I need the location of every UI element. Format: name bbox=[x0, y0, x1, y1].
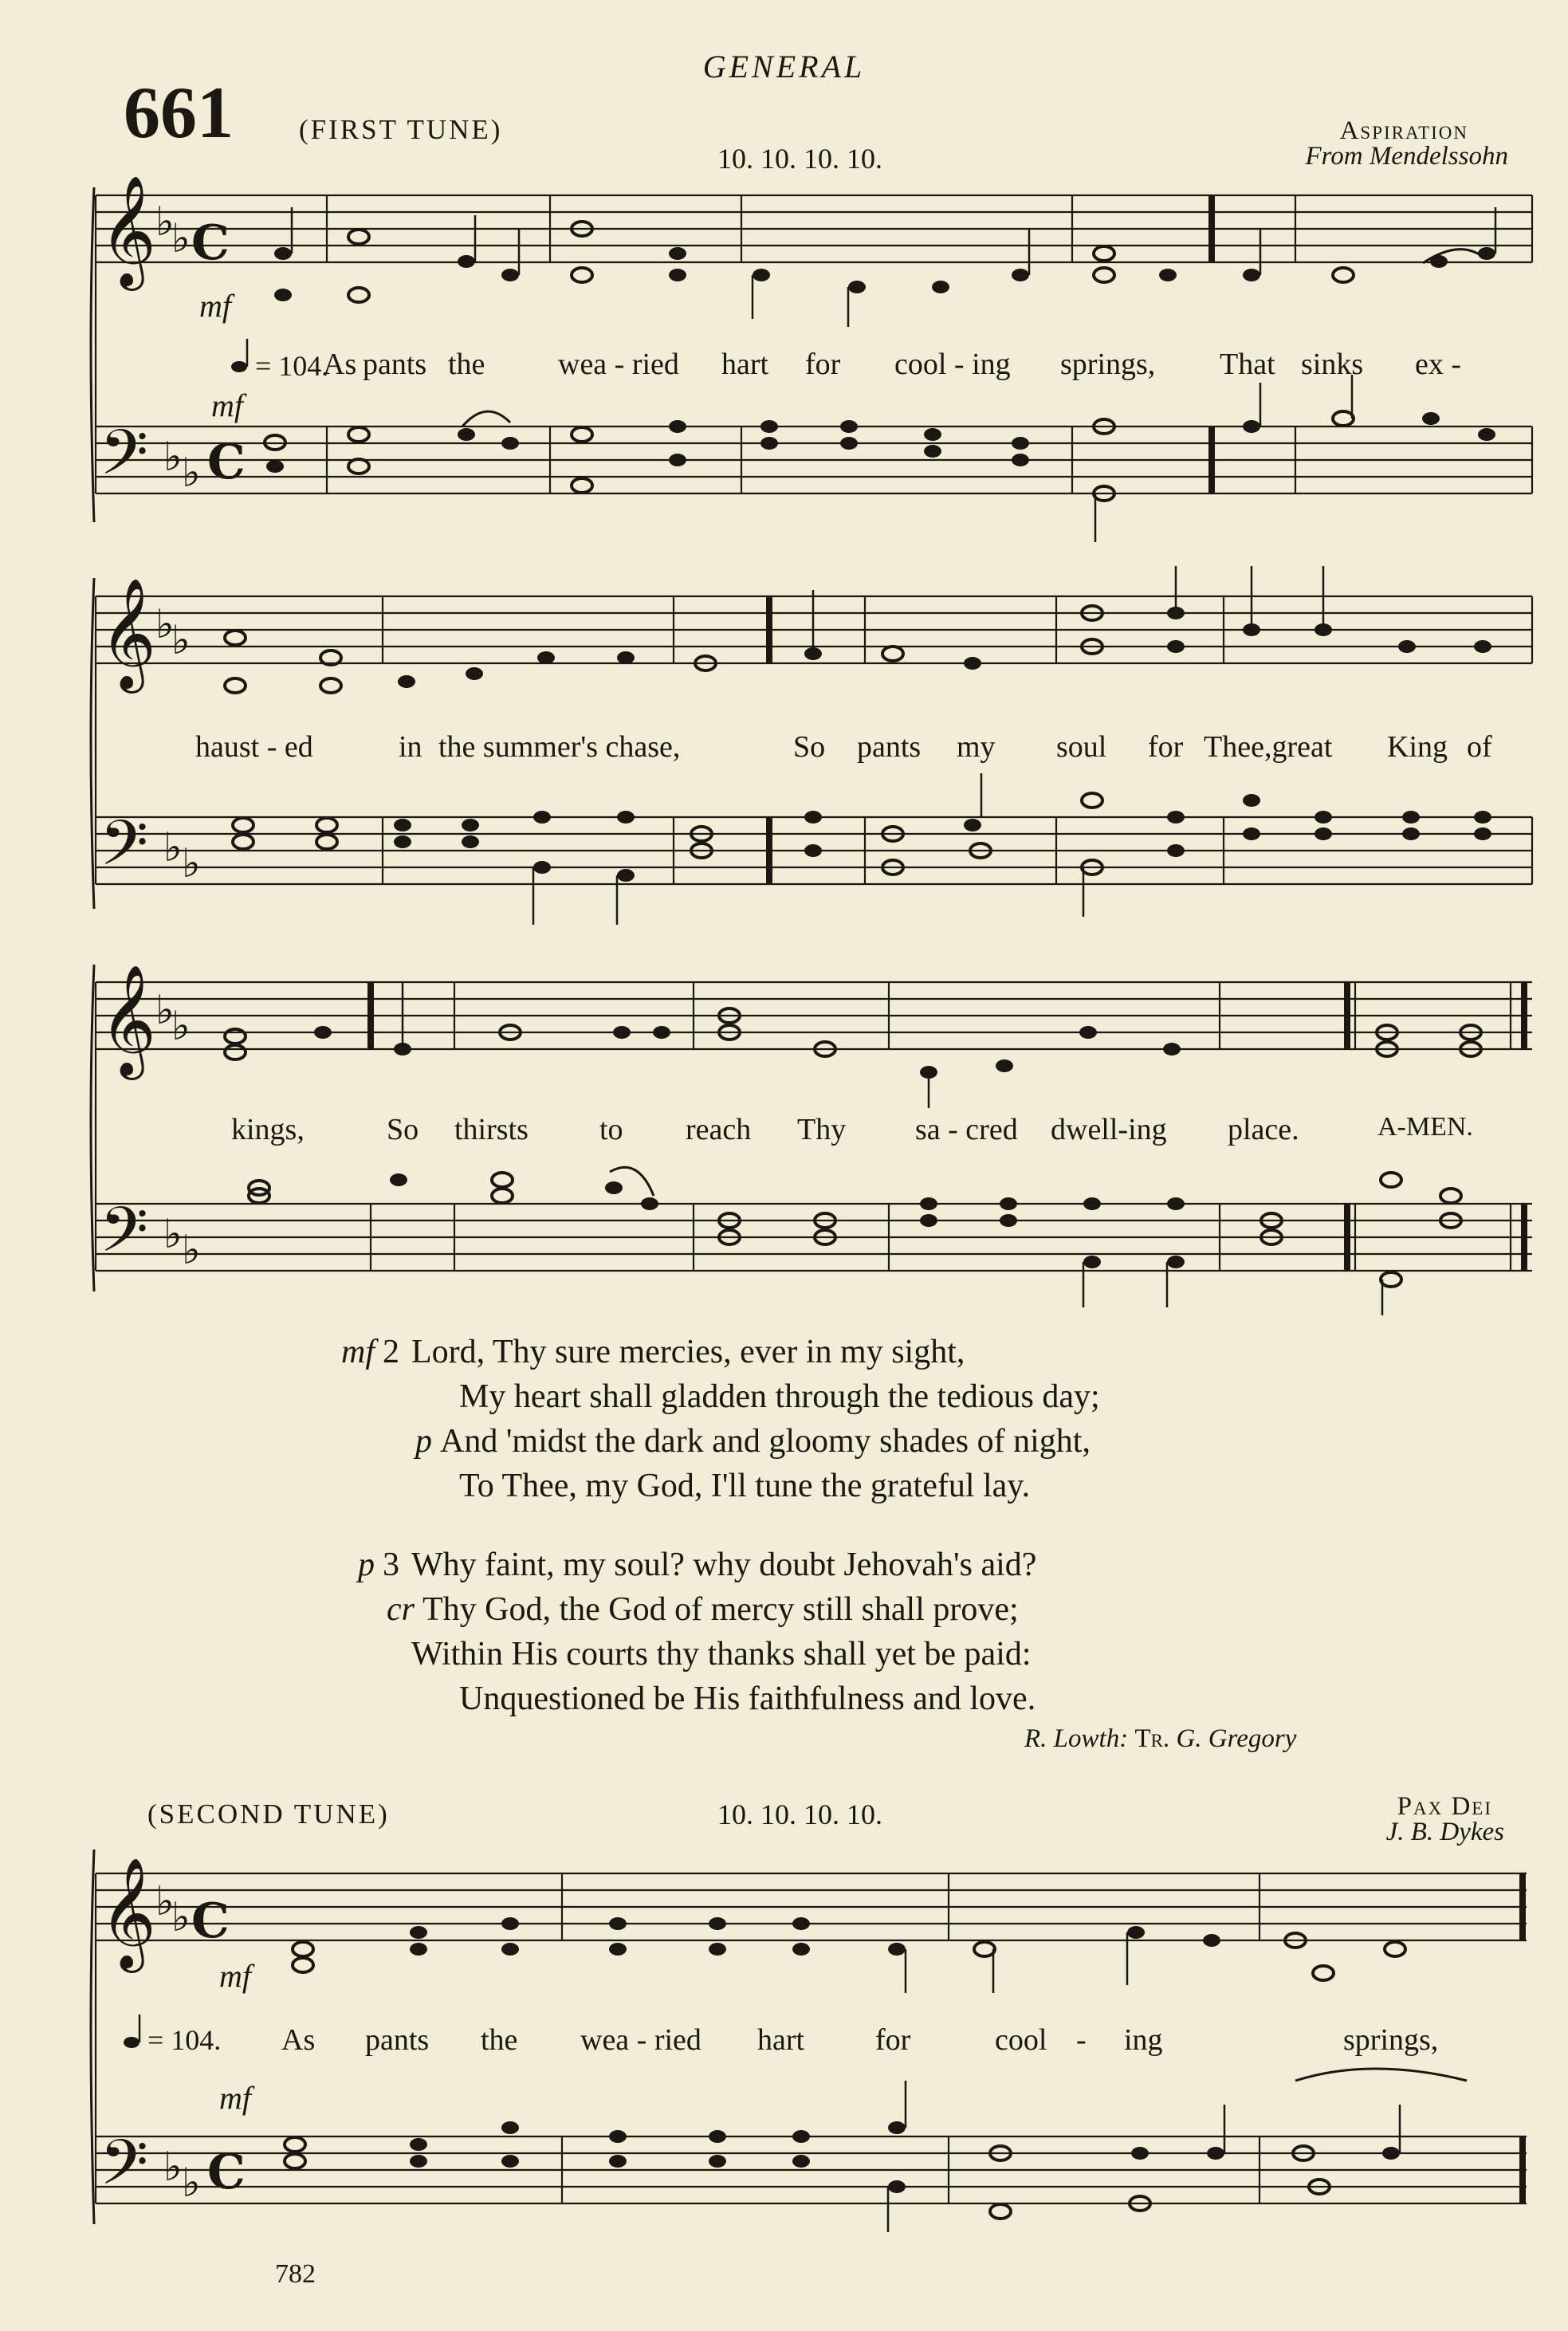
svg-text:♭: ♭ bbox=[155, 1878, 175, 1924]
svg-text:♭: ♭ bbox=[155, 987, 175, 1033]
stanza-line bbox=[327, 1464, 1100, 1508]
first-tune-tempo: = 104. bbox=[255, 350, 329, 382]
dynamic-mf-bass-2: mf bbox=[219, 2080, 251, 2116]
first-tune-meter: 10. 10. 10. 10. bbox=[717, 143, 882, 175]
stanza-line bbox=[327, 1330, 1100, 1374]
svg-text:♭: ♭ bbox=[171, 1894, 191, 1940]
svg-text:𝄢: 𝄢 bbox=[100, 1194, 149, 1282]
stanza-line bbox=[327, 1632, 1036, 1677]
lyric: reach bbox=[686, 1113, 752, 1146]
lyric: for bbox=[1148, 730, 1184, 764]
svg-text:♭: ♭ bbox=[163, 2144, 183, 2190]
svg-text:♭: ♭ bbox=[182, 1227, 201, 1273]
stanza-number: 3 bbox=[383, 1547, 399, 1583]
svg-text:𝄢: 𝄢 bbox=[100, 2127, 149, 2215]
lyric: springs, bbox=[1343, 2023, 1439, 2057]
lyric: springs, bbox=[1060, 348, 1156, 381]
svg-text:𝄢: 𝄢 bbox=[100, 417, 149, 505]
lyric: pants bbox=[857, 730, 922, 764]
lyric: dwell-ing bbox=[1051, 1113, 1167, 1146]
svg-text:♭: ♭ bbox=[182, 2160, 201, 2206]
lyric: sa - cred bbox=[915, 1113, 1018, 1146]
svg-text:𝄞: 𝄞 bbox=[100, 1857, 156, 1968]
lyric: cool bbox=[995, 2023, 1047, 2057]
lyric: So bbox=[387, 1113, 419, 1146]
svg-text:♭: ♭ bbox=[182, 840, 201, 886]
lyric: soul bbox=[1056, 730, 1107, 764]
svg-text:♭: ♭ bbox=[171, 617, 191, 663]
lyric: to bbox=[599, 1113, 623, 1146]
running-head: GENERAL bbox=[702, 49, 866, 85]
lyric: So bbox=[793, 730, 826, 764]
stanza-line-text: Why faint, my soul? why doubt Jehovah's aid? bbox=[411, 1547, 1037, 1583]
dynamic-mark: mf bbox=[341, 1334, 375, 1370]
second-tune-meter: 10. 10. 10. 10. bbox=[717, 1798, 882, 1830]
lyric: pants bbox=[365, 2023, 430, 2057]
lyric: King bbox=[1387, 730, 1448, 764]
lyric: place. bbox=[1228, 1113, 1299, 1146]
svg-text:C: C bbox=[207, 2144, 246, 2200]
lyric: the summer's chase, bbox=[438, 730, 681, 764]
lyric: wea - ried bbox=[580, 2023, 701, 2057]
svg-text:C: C bbox=[191, 215, 230, 271]
lyric: of bbox=[1467, 730, 1492, 764]
lyric: As bbox=[281, 2023, 316, 2057]
lyric: for bbox=[805, 348, 841, 381]
first-tune-composer: From Mendelssohn bbox=[1305, 142, 1508, 171]
first-tune-label: (FIRST TUNE) bbox=[299, 114, 503, 145]
svg-text:♭: ♭ bbox=[171, 1003, 191, 1049]
dynamic-mf-treble-2: mf bbox=[219, 1958, 251, 1994]
lyric: That bbox=[1220, 348, 1275, 381]
stanza-line bbox=[327, 1419, 1100, 1464]
hymn-credit bbox=[1024, 1724, 1296, 1754]
lyric: hart bbox=[757, 2023, 805, 2057]
svg-text:♭: ♭ bbox=[163, 1211, 183, 1257]
stanza-line-text: Within His courts thy thanks shall yet be paid: bbox=[411, 1636, 1032, 1673]
hymn-number: 661 bbox=[124, 72, 234, 153]
stanza-line-text: And 'midst the dark and gloomy shades of night, bbox=[440, 1423, 1091, 1460]
lyric: hart bbox=[721, 348, 769, 381]
svg-text:♭: ♭ bbox=[155, 199, 175, 245]
svg-text:♭: ♭ bbox=[163, 824, 183, 871]
svg-text:𝄞: 𝄞 bbox=[100, 965, 156, 1075]
lyric: ex - bbox=[1415, 348, 1462, 381]
svg-text:♭: ♭ bbox=[163, 434, 183, 480]
stanza-line-text: Unquestioned be His faithfulness and love. bbox=[459, 1680, 1036, 1717]
svg-text:𝄢: 𝄢 bbox=[100, 808, 149, 895]
lyric: Thee,great bbox=[1204, 730, 1333, 764]
dynamic-mark: p bbox=[415, 1423, 432, 1460]
stanza-line-text: My heart shall gladden through the tedious day; bbox=[459, 1378, 1100, 1415]
credit-author: R. Lowth: bbox=[1024, 1724, 1129, 1753]
lyric: thirsts bbox=[454, 1113, 529, 1146]
second-tune-name: Pax Dei bbox=[1397, 1792, 1492, 1821]
lyric: Thy bbox=[797, 1113, 847, 1146]
stanza-line bbox=[327, 1543, 1036, 1587]
dynamic-mark: p bbox=[358, 1547, 375, 1583]
credit-translator: G. Gregory bbox=[1176, 1724, 1297, 1753]
lyric: wea - ried bbox=[558, 348, 679, 381]
lyric: my bbox=[957, 730, 996, 764]
dynamic-mf-treble: mf bbox=[199, 288, 231, 324]
lyric: As bbox=[323, 348, 357, 381]
svg-text:♭: ♭ bbox=[171, 215, 191, 261]
svg-text:♭: ♭ bbox=[155, 601, 175, 647]
lyric: cool - ing bbox=[894, 348, 1011, 381]
svg-text:𝄞: 𝄞 bbox=[100, 578, 156, 689]
dynamic-mf-bass: mf bbox=[211, 387, 243, 423]
svg-text:𝄞: 𝄞 bbox=[100, 175, 156, 286]
dynamic-mark: cr bbox=[387, 1591, 415, 1628]
stanza-line bbox=[327, 1677, 1036, 1721]
second-tune-composer: J. B. Dykes bbox=[1385, 1818, 1504, 1846]
credit-tr: Tr. bbox=[1134, 1724, 1170, 1753]
lyric: ing bbox=[1124, 2023, 1163, 2057]
svg-text:♭: ♭ bbox=[182, 450, 201, 496]
lyric: the bbox=[481, 2023, 518, 2057]
stanza-number: 2 bbox=[383, 1334, 399, 1370]
svg-text:C: C bbox=[207, 434, 246, 490]
page-number: 782 bbox=[275, 2259, 316, 2289]
stanza-line bbox=[327, 1374, 1100, 1419]
lyric: sinks bbox=[1301, 348, 1364, 381]
lyric: pants bbox=[363, 348, 427, 381]
second-tune-tempo: = 104. bbox=[147, 2024, 222, 2056]
second-tune-label: (SECOND TUNE) bbox=[147, 1798, 390, 1830]
lyric: - bbox=[1076, 2023, 1087, 2057]
lyric-amen: A-MEN. bbox=[1377, 1112, 1473, 1142]
stanza-line bbox=[327, 1587, 1036, 1632]
svg-text:C: C bbox=[191, 1893, 230, 1949]
stanza-line-text: Thy God, the God of mercy still shall prove; bbox=[422, 1591, 1019, 1628]
stanza-2 bbox=[327, 1330, 1100, 1508]
lyric: for bbox=[875, 2023, 911, 2057]
lyric: in bbox=[399, 730, 422, 764]
stanza-3 bbox=[327, 1543, 1036, 1721]
lyric: haust - ed bbox=[195, 730, 313, 764]
stanza-line-text: To Thee, my God, I'll tune the grateful lay. bbox=[459, 1468, 1031, 1504]
first-tune-name: Aspiration bbox=[1339, 116, 1468, 145]
lyric: kings, bbox=[231, 1113, 305, 1146]
stanza-line-text: Lord, Thy sure mercies, ever in my sight, bbox=[411, 1334, 965, 1370]
lyric: the bbox=[448, 348, 485, 381]
